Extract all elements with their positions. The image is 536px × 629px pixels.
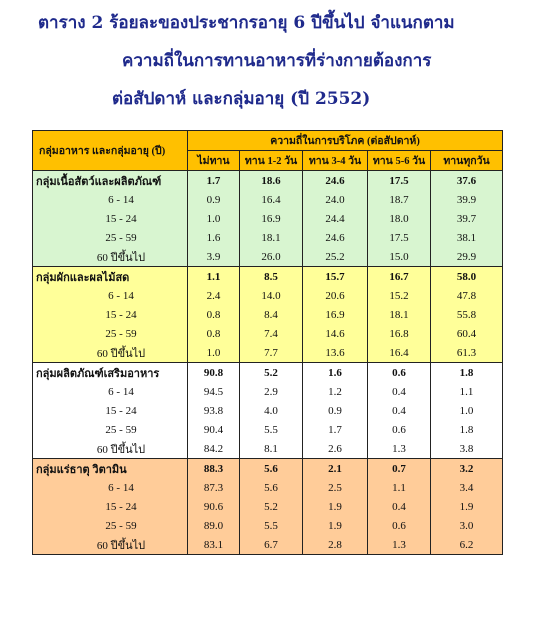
title-line-2: ความถี่ในการทานอาหารที่ร่างกายต้องการ [122,51,432,71]
group-total-cell: 1.6 [303,363,368,383]
food-group-section [33,171,503,267]
group-total-cell: 5.6 [240,459,303,479]
age-label: 60 ปีขึ้นไป [33,247,188,267]
group-name: กลุ่มผักและผลไม้สด [33,267,188,287]
value-cell: 8.1 [240,439,303,459]
value-cell: 24.0 [303,190,368,209]
value-cell: 1.3 [368,535,431,555]
value-cell: 1.7 [303,420,368,439]
value-cell: 1.9 [303,497,368,516]
value-cell: 1.9 [303,516,368,535]
age-row [33,324,503,343]
value-cell: 24.6 [303,228,368,247]
value-cell: 1.0 [431,401,503,420]
title-line-3: ต่อสัปดาห์ และกลุ่มอายุ (ปี 2552) [112,89,371,109]
age-label: 15 - 24 [33,305,188,324]
value-cell: 84.2 [188,439,240,459]
group-total-cell: 24.6 [303,171,368,191]
value-cell: 16.8 [368,324,431,343]
group-total-row [33,363,503,383]
age-label: 6 - 14 [33,478,188,497]
value-cell: 6.2 [431,535,503,555]
value-cell: 1.0 [188,343,240,363]
group-total-cell: 0.6 [368,363,431,383]
age-label: 6 - 14 [33,286,188,305]
value-cell: 15.0 [368,247,431,267]
value-cell: 0.8 [188,324,240,343]
value-cell: 16.9 [303,305,368,324]
group-total-cell: 58.0 [431,267,503,287]
age-row [33,190,503,209]
group-name: กลุ่มเนื้อสัตว์และผลิตภัณฑ์ [33,171,188,191]
col-header: ทาน 3-4 วัน [303,151,368,171]
value-cell: 18.1 [240,228,303,247]
age-row [33,420,503,439]
value-cell: 6.7 [240,535,303,555]
frequency-table [32,130,503,555]
age-row [33,343,503,363]
group-total-cell: 8.5 [240,267,303,287]
group-total-cell: 1.8 [431,363,503,383]
value-cell: 14.6 [303,324,368,343]
age-row [33,286,503,305]
value-cell: 18.0 [368,209,431,228]
value-cell: 1.3 [368,439,431,459]
value-cell: 38.1 [431,228,503,247]
age-row [33,439,503,459]
value-cell: 14.0 [240,286,303,305]
value-cell: 3.8 [431,439,503,459]
group-name: กลุ่มแร่ธาตุ วิตามิน [33,459,188,479]
age-label: 25 - 59 [33,420,188,439]
age-label: 25 - 59 [33,228,188,247]
value-cell: 26.0 [240,247,303,267]
group-total-row [33,171,503,191]
group-total-cell: 1.1 [188,267,240,287]
group-total-cell: 18.6 [240,171,303,191]
age-row [33,228,503,247]
value-cell: 0.4 [368,401,431,420]
value-cell: 3.0 [431,516,503,535]
group-total-cell: 15.7 [303,267,368,287]
value-cell: 2.9 [240,382,303,401]
age-label: 6 - 14 [33,190,188,209]
group-total-cell: 37.6 [431,171,503,191]
group-total-cell: 0.7 [368,459,431,479]
value-cell: 94.5 [188,382,240,401]
value-cell: 93.8 [188,401,240,420]
age-label: 15 - 24 [33,209,188,228]
age-row [33,535,503,555]
col-header: ทาน 1-2 วัน [240,151,303,171]
age-row [33,382,503,401]
value-cell: 2.4 [188,286,240,305]
group-column-header: กลุ่มอาหาร และกลุ่มอายุ (ปี) [33,131,188,171]
value-cell: 16.9 [240,209,303,228]
col-header: ทาน 5-6 วัน [368,151,431,171]
value-cell: 2.8 [303,535,368,555]
group-total-cell: 16.7 [368,267,431,287]
value-cell: 18.1 [368,305,431,324]
value-cell: 20.6 [303,286,368,305]
group-total-cell: 2.1 [303,459,368,479]
age-label: 15 - 24 [33,401,188,420]
value-cell: 1.1 [431,382,503,401]
value-cell: 87.3 [188,478,240,497]
value-cell: 0.9 [188,190,240,209]
food-group-section [33,459,503,555]
value-cell: 17.5 [368,228,431,247]
value-cell: 16.4 [240,190,303,209]
food-group-section [33,363,503,459]
value-cell: 55.8 [431,305,503,324]
frequency-header: ความถี่ในการบริโภค (ต่อสัปดาห์) [188,131,503,151]
value-cell: 60.4 [431,324,503,343]
value-cell: 61.3 [431,343,503,363]
value-cell: 89.0 [188,516,240,535]
value-cell: 47.8 [431,286,503,305]
age-label: 60 ปีขึ้นไป [33,535,188,555]
value-cell: 2.6 [303,439,368,459]
group-total-cell: 90.8 [188,363,240,383]
value-cell: 0.8 [188,305,240,324]
value-cell: 90.4 [188,420,240,439]
value-cell: 13.6 [303,343,368,363]
value-cell: 83.1 [188,535,240,555]
value-cell: 39.7 [431,209,503,228]
value-cell: 0.9 [303,401,368,420]
value-cell: 0.4 [368,497,431,516]
value-cell: 16.4 [368,343,431,363]
age-row [33,401,503,420]
value-cell: 1.6 [188,228,240,247]
group-total-cell: 1.7 [188,171,240,191]
value-cell: 2.5 [303,478,368,497]
value-cell: 1.2 [303,382,368,401]
age-row [33,209,503,228]
value-cell: 8.4 [240,305,303,324]
age-label: 60 ปีขึ้นไป [33,439,188,459]
food-group-section [33,267,503,363]
value-cell: 7.4 [240,324,303,343]
value-cell: 29.9 [431,247,503,267]
group-total-cell: 17.5 [368,171,431,191]
age-label: 60 ปีขึ้นไป [33,343,188,363]
group-name: กลุ่มผลิตภัณฑ์เสริมอาหาร [33,363,188,383]
age-label: 25 - 59 [33,324,188,343]
age-label: 6 - 14 [33,382,188,401]
value-cell: 5.6 [240,478,303,497]
col-header: ไม่ทาน [188,151,240,171]
value-cell: 18.7 [368,190,431,209]
report-title [38,4,528,118]
group-total-row [33,459,503,479]
value-cell: 4.0 [240,401,303,420]
value-cell: 1.1 [368,478,431,497]
value-cell: 15.2 [368,286,431,305]
value-cell: 5.2 [240,497,303,516]
value-cell: 24.4 [303,209,368,228]
age-row [33,305,503,324]
age-row [33,478,503,497]
value-cell: 90.6 [188,497,240,516]
age-row [33,247,503,267]
value-cell: 0.4 [368,382,431,401]
group-total-cell: 3.2 [431,459,503,479]
age-row [33,497,503,516]
value-cell: 1.9 [431,497,503,516]
value-cell: 1.8 [431,420,503,439]
value-cell: 1.0 [188,209,240,228]
title-line-1: ตาราง 2 ร้อยละของประชากรอายุ 6 ปีขึ้นไป จำแนกตาม [38,13,455,33]
value-cell: 3.9 [188,247,240,267]
value-cell: 0.6 [368,420,431,439]
age-label: 15 - 24 [33,497,188,516]
value-cell: 5.5 [240,420,303,439]
col-header: ทานทุกวัน [431,151,503,171]
value-cell: 25.2 [303,247,368,267]
value-cell: 39.9 [431,190,503,209]
age-label: 25 - 59 [33,516,188,535]
value-cell: 7.7 [240,343,303,363]
group-total-row [33,267,503,287]
value-cell: 0.6 [368,516,431,535]
age-row [33,516,503,535]
value-cell: 5.5 [240,516,303,535]
value-cell: 3.4 [431,478,503,497]
group-total-cell: 5.2 [240,363,303,383]
group-total-cell: 88.3 [188,459,240,479]
